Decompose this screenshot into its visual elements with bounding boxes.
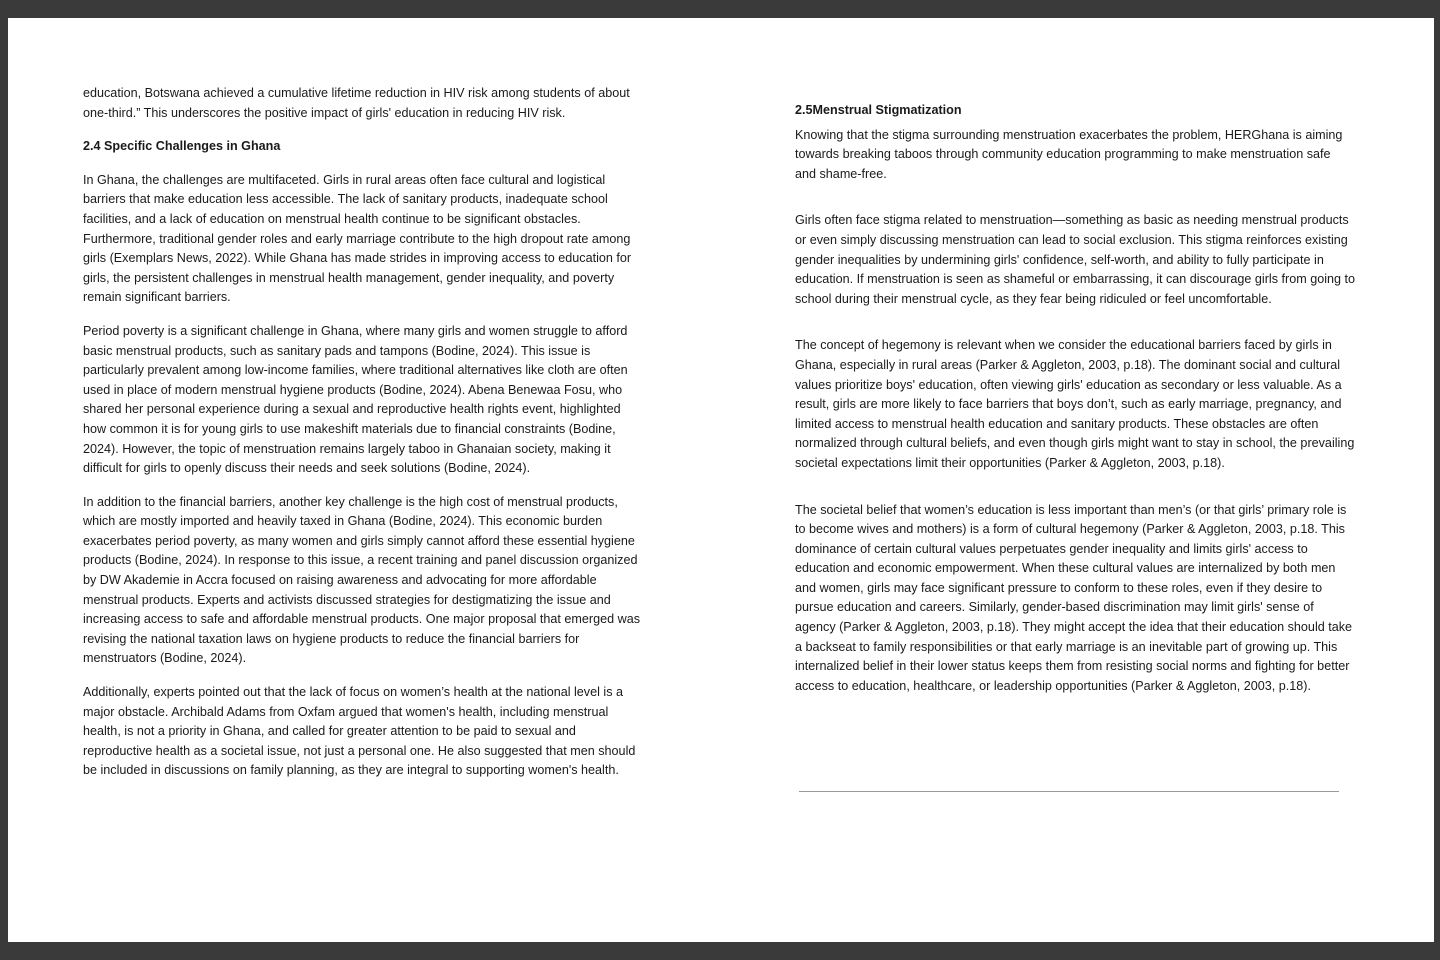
- continuation-paragraph: education, Botswana achieved a cumulative lifetime reduction in HIV risk among students of about one-third.” This underscores the positive impact of girls' education in reducing HIV risk.: [83, 86, 630, 120]
- paragraph: The societal belief that women’s education is less important than men’s (or that girls’ primary role is to become wives and mothers) is a form of cultural hegemony (Parker & Aggleton, 2003, p.18. This dominance of certain cultural values perpetuates gender inequality and limits girls' access to education and economic empowerment. When these cultural values are internalized by both men and women, girls may face significant pressure to conform to these roles, even if they desire to pursue education and careers. Similarly, gender-based discrimination may limit girls' sense of agency (Parker & Aggleton, 2003, p.18). They might accept the idea that their education should take a backseat to family responsibilities or that early marriage is an inevitable part of growing up. This internalized belief in their lower status keeps them from resisting social norms and fighting for better access to education, healthcare, or leadership opportunities (Parker & Aggleton, 2003, p.18).: [795, 502, 1353, 693]
- paragraph: The concept of hegemony is relevant when we consider the educational barriers faced by girls in Ghana, especially in rural areas (Parker & Aggleton, 2003, p.18). The dominant social and cultural values prioritize boys' education, often viewing girls' education as secondary or less valuable. As a result, girls are more likely to face barriers that boys don’t, such as early marriage, pregnancy, and limited access to menstrual health education and sanitary products. These obstacles are often normalized through cultural beliefs, and even though girls might want to stay in school, the prevailing societal expectations limit their opportunities (Parker & Aggleton, 2003, p.18).: [795, 338, 1355, 470]
- section-heading-2-5: 2.5Menstrual Stigmatization: [795, 103, 962, 117]
- horizontal-divider: [799, 791, 1339, 792]
- left-page: [83, 84, 643, 795]
- paragraph: Period poverty is a significant challenge in Ghana, where many girls and women struggle to afford basic menstrual products, such as sanitary pads and tampons (Bodine, 2024). This issue is particularly prevalent among low-income families, where traditional alternatives like cloth are often used in place of modern menstrual hygiene products (Bodine, 2024). Abena Benewaa Fosu, who shared her personal experience during a sexual and reproductive health rights event, highlighted how common it is for young girls to use makeshift materials due to financial constraints (Bodine, 2024). However, the topic of menstruation remains largely taboo in Ghanaian society, making it difficult for girls to openly discuss their needs and seek solutions (Bodine, 2024).: [83, 323, 628, 476]
- section-heading-2-4: 2.4 Specific Challenges in Ghana: [83, 139, 281, 154]
- paragraph: Knowing that the stigma surrounding menstruation exacerbates the problem, HERGhana is aiming towards breaking taboos through community education programming to make menstruation safe and shame-free.: [795, 127, 1343, 181]
- paragraph: Additionally, experts pointed out that the lack of focus on women’s health at the national level is a major obstacle. Archibald Adams from Oxfam argued that women's health, including menstrual health, is not a priority in Ghana, and called for greater attention to be paid to sexual and reproductive health as a societal issue, not just a personal one. He also suggested that men should be included in discussions on family planning, as they are integral to supporting women's health.: [83, 685, 636, 778]
- paragraph: In Ghana, the challenges are multifaceted. Girls in rural areas often face cultural and logistical barriers that make education less accessible. The lack of sanitary products, inadequate school facilities, and a lack of education on menstrual health continue to be significant obstacles. Furthermore, traditional gender roles and early marriage contribute to the high dropout rate among girls (Exemplars News, 2022). While Ghana has made strides in improving access to education for girls, the persistent challenges in menstrual health management, gender inequality, and poverty remain significant barriers.: [83, 172, 632, 305]
- right-page: [795, 101, 1355, 710]
- paragraph: In addition to the financial barriers, another key challenge is the high cost of menstrual products, which are mostly imported and heavily taxed in Ghana (Bodine, 2024). This economic burden exacerbates period poverty, as many women and girls simply cannot afford these essential hygiene products (Bodine, 2024). In response to this issue, a recent training and panel discussion organized by DW Akademie in Accra focused on raising awareness and advocating for more affordable menstrual products. Experts and activists discussed strategies for destigmatizing the issue and increasing access to safe and affordable menstrual products. One major proposal that emerged was revising the national taxation laws on hygiene products to reduce the financial barriers for menstruators (Bodine, 2024).: [83, 494, 640, 666]
- paragraph: Girls often face stigma related to menstruation—something as basic as needing menstrual products or even simply discussing menstruation can lead to social exclusion. This stigma reinforces existing gender inequalities by undermining girls' confidence, self-worth, and ability to fully participate in education. If menstruation is seen as shameful or embarrassing, it can discourage girls from going to school during their menstrual cycle, as they fear being ridiculed or feel uncomfortable.: [795, 213, 1356, 306]
